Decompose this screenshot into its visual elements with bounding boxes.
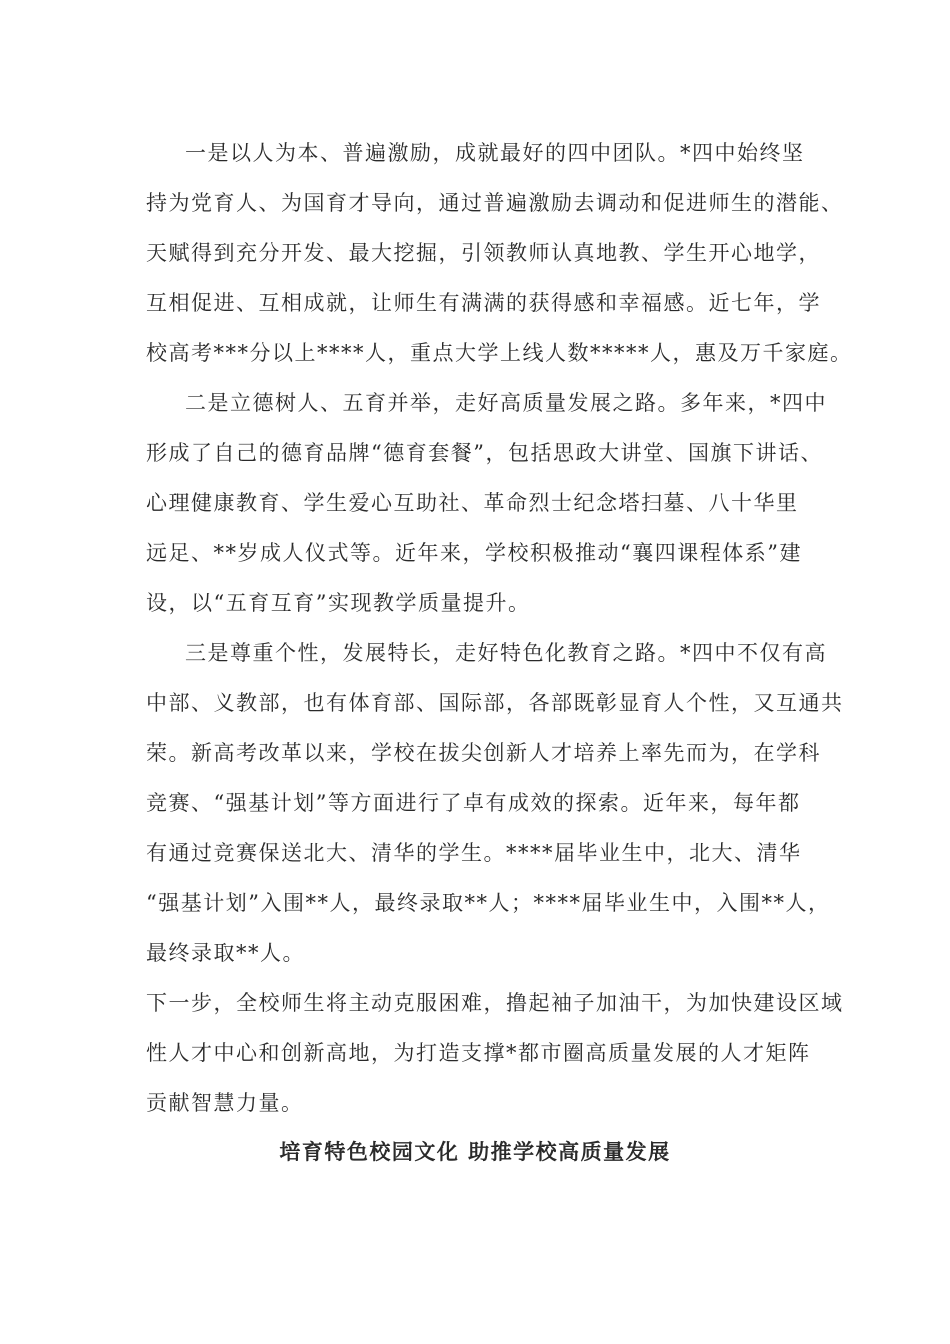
paragraph-line: 竞赛、“强基计划”等方面进行了卓有成效的探索。近年来，每年都: [146, 791, 801, 815]
paragraph-line: 贡献智慧力量。: [146, 1091, 304, 1115]
paragraph-line: 设，以“五育互育”实现教学质量提升。: [146, 591, 531, 615]
paragraph-line: 一是以人为本、普遍激励，成就最好的四中团队。*四中始终坚: [185, 141, 805, 165]
paragraph-line: 互相促进、互相成就，让师生有满满的获得感和幸福感。近七年，学: [146, 291, 821, 315]
section-heading: 培育特色校园文化 助推学校高质量发展: [279, 1139, 671, 1164]
paragraph-line: 荣。新高考改革以来，学校在拔尖创新人才培养上率先而为，在学科: [146, 741, 821, 765]
paragraph-line: 有通过竞赛保送北大、清华的学生。****届毕业生中，北大、清华: [146, 841, 802, 865]
paragraph-line: 形成了自己的德育品牌“德育套餐”，包括思政大讲堂、国旗下讲话、: [146, 441, 823, 465]
paragraph-line: 远足、**岁成人仪式等。近年来，学校积极推动“襄四课程体系”建: [146, 541, 802, 565]
paragraph-line: 持为党育人、为国育才导向，通过普遍激励去调动和促进师生的潜能、: [146, 191, 844, 215]
paragraph-line: 性人才中心和创新高地，为打造支撑*都市圈高质量发展的人才矩阵: [146, 1041, 811, 1065]
paragraph-line: 最终录取**人。: [146, 941, 305, 965]
paragraph-line: 校高考***分以上****人，重点大学上线人数*****人，惠及万千家庭。: [146, 341, 853, 365]
paragraph-line: 下一步，全校师生将主动克服困难，撸起袖子加油干，为加快建设区域: [146, 991, 844, 1015]
paragraph-line: 中部、义教部，也有体育部、国际部，各部既彰显育人个性，又互通共: [146, 691, 844, 715]
paragraph-line: 天赋得到充分开发、最大挖掘，引领教师认真地教、学生开心地学，: [146, 241, 821, 265]
paragraph-line: 三是尊重个性，发展特长，走好特色化教育之路。*四中不仅有高: [185, 641, 827, 665]
paragraph-line: “强基计划”入围**人，最终录取**人；****届毕业生中，入围**人，: [146, 891, 831, 915]
paragraph-line: 二是立德树人、五育并举，走好高质量发展之路。多年来，*四中: [185, 391, 827, 415]
paragraph-line: 心理健康教育、学生爱心互助社、革命烈士纪念塔扫墓、八十华里: [146, 491, 799, 515]
